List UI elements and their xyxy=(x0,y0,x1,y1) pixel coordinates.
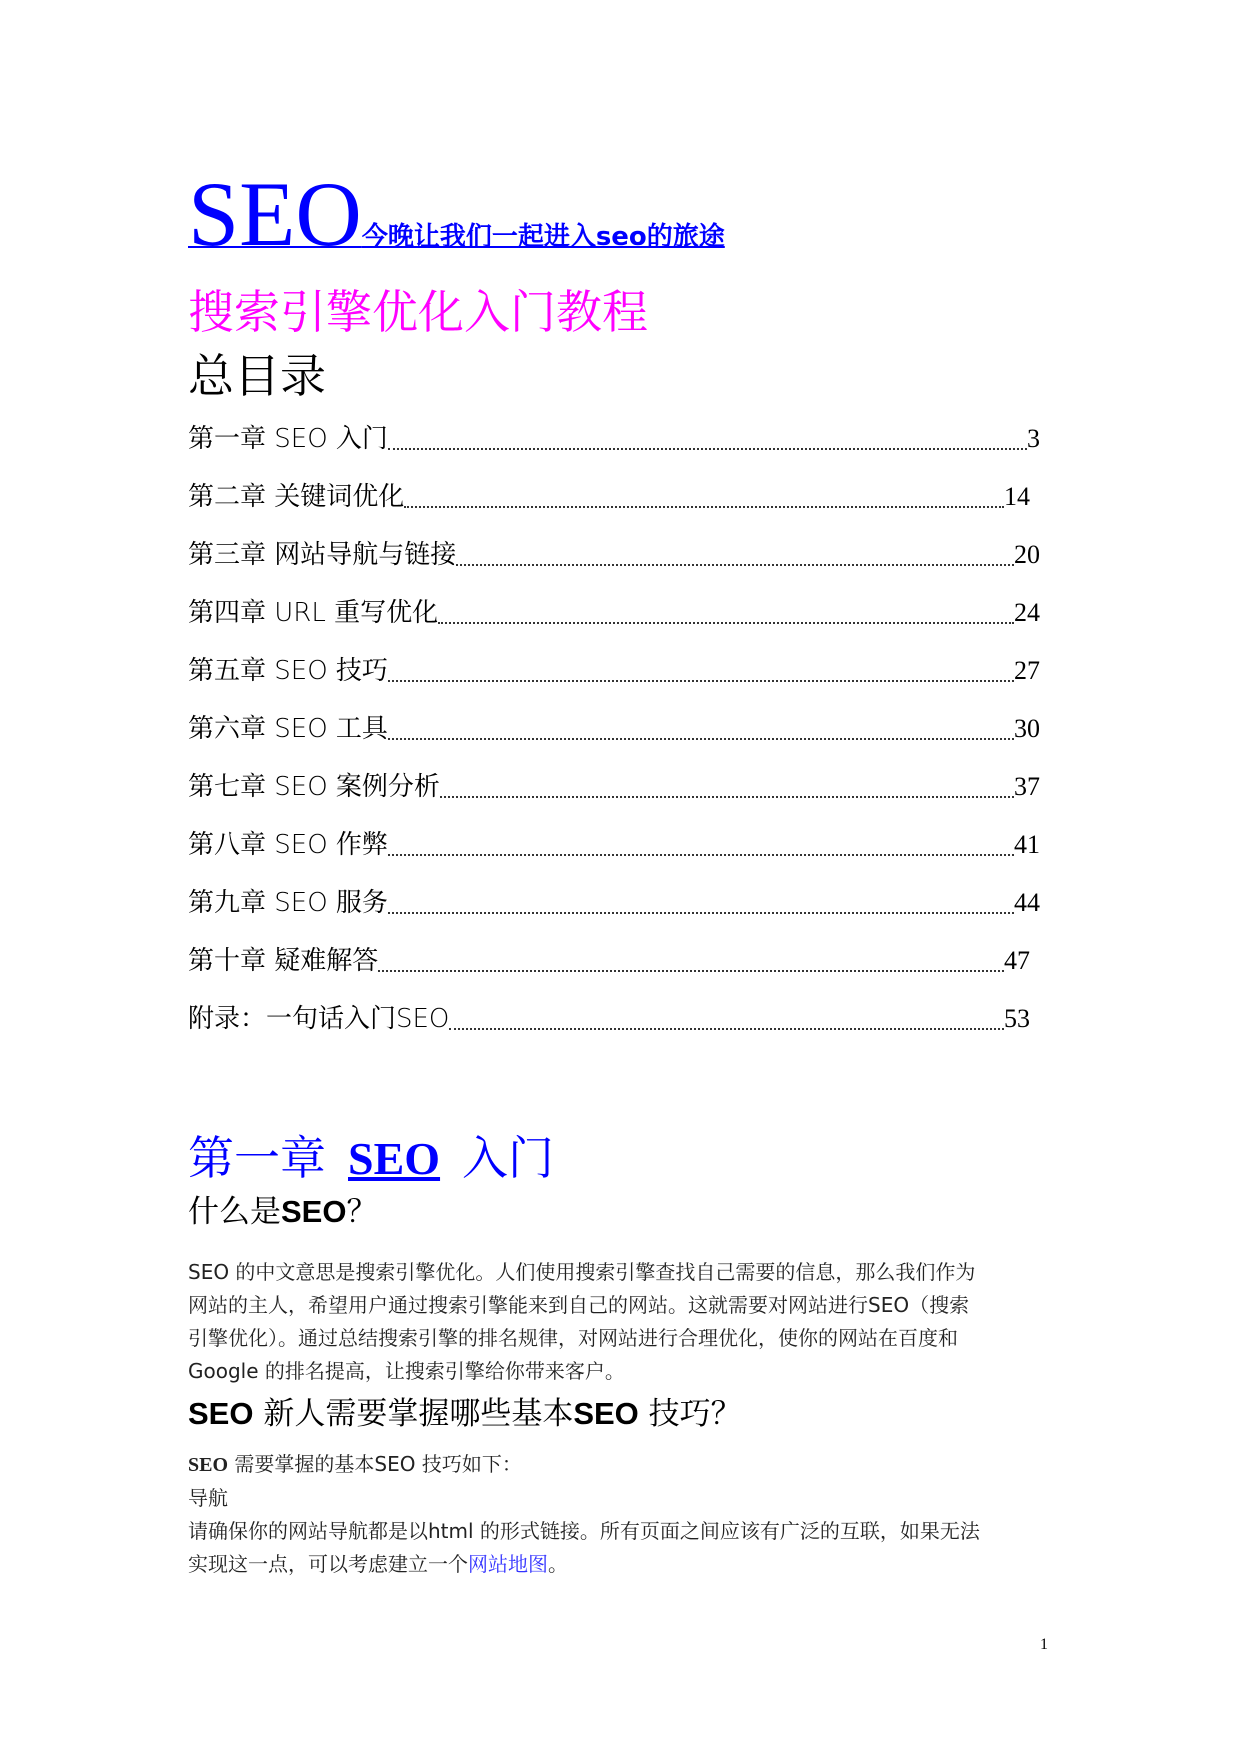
q1-post: ？ xyxy=(346,1194,378,1230)
skills-intro-rest: 需要掌握的基本SEO 技巧如下： xyxy=(228,1452,522,1476)
chapter-1-suffix: 入门 xyxy=(462,1131,555,1185)
toc-leader-dots xyxy=(388,737,1014,740)
p3-line2-post: 。 xyxy=(548,1552,568,1576)
toc-entry[interactable] xyxy=(188,764,1040,804)
toc-entry-page: 24 xyxy=(1014,598,1040,627)
title-seo-large: SEO xyxy=(188,163,362,265)
paragraph-line: SEO 的中文意思是搜索引擎优化。人们使用搜索引擎查找自己需要的信息，那么我们作为 xyxy=(188,1260,976,1284)
toc-entry-label: 第五章 SEO 技巧 xyxy=(188,656,388,686)
toc-entry-label: 第二章 关键词优化 xyxy=(188,482,405,512)
main-title[interactable] xyxy=(188,163,725,265)
toc-entry-page: 44 xyxy=(1014,888,1040,917)
chapter-1-title xyxy=(188,1128,554,1189)
toc-entry[interactable] xyxy=(188,938,1030,978)
toc-entry-label: 第八章 SEO 作弊 xyxy=(188,830,388,860)
toc-entry[interactable] xyxy=(188,416,1040,456)
toc-entry-page: 41 xyxy=(1014,830,1040,859)
toc-leader-dots xyxy=(388,911,1014,914)
toc-entry-page: 30 xyxy=(1014,714,1040,743)
paragraph-line: 请确保你的网站导航都是以html 的形式链接。所有页面之间应该有广泛的互联，如果无法 xyxy=(188,1519,980,1543)
title-tagline: 今晚让我们一起进入seo的旅途 xyxy=(361,222,725,252)
paragraph-skills xyxy=(188,1448,1048,1581)
q1-pre: 什么是 xyxy=(188,1194,281,1230)
toc-leader-dots xyxy=(388,853,1014,856)
toc-entry[interactable] xyxy=(188,822,1040,862)
q2-bold-1: SEO xyxy=(188,1396,254,1431)
toc-heading: 总目录 xyxy=(188,349,326,403)
chapter-1-prefix: 第一章 xyxy=(188,1131,326,1185)
toc-entry-page: 20 xyxy=(1014,540,1040,569)
toc-leader-dots xyxy=(440,795,1014,798)
toc-leader-dots xyxy=(438,621,1014,624)
page-number: 1 xyxy=(1040,1636,1048,1653)
toc-entry[interactable] xyxy=(188,532,1040,572)
toc-entry-label: 第一章 SEO 入门 xyxy=(188,424,388,454)
toc-entry[interactable] xyxy=(188,590,1040,630)
toc-entry-label: 第三章 网站导航与链接 xyxy=(188,540,457,570)
title-link[interactable] xyxy=(188,163,725,265)
toc-entry[interactable] xyxy=(188,706,1040,746)
paragraph-line: 引擎优化）。通过总结搜索引擎的排名规律，对网站进行合理优化，使你的网站在百度和 xyxy=(188,1326,958,1350)
toc-leader-dots xyxy=(388,447,1027,450)
toc-entry-page: 14 xyxy=(1004,482,1030,511)
question-basic-seo-skills xyxy=(188,1394,742,1434)
toc-entry-page: 47 xyxy=(1004,946,1030,975)
nav-label: 导航 xyxy=(188,1486,228,1510)
toc-leader-dots xyxy=(388,679,1014,682)
chapter-1-seo-link[interactable]: SEO xyxy=(348,1133,441,1184)
skills-intro xyxy=(188,1448,1048,1482)
question-what-is-seo xyxy=(188,1192,377,1232)
toc-entry-label: 第六章 SEO 工具 xyxy=(188,714,388,744)
toc-leader-dots xyxy=(404,505,1004,508)
toc-entry[interactable] xyxy=(188,648,1040,688)
paragraph-line: 网站的主人，希望用户通过搜索引擎能来到自己的网站。这就需要对网站进行SEO（搜索 xyxy=(188,1293,970,1317)
toc-leader-dots xyxy=(449,1027,1004,1030)
p3-line2-pre: 实现这一点，可以考虑建立一个 xyxy=(188,1552,468,1576)
q2-bold-2: SEO xyxy=(573,1396,639,1431)
toc-entry-page: 37 xyxy=(1014,772,1040,801)
toc-entry-page: 27 xyxy=(1014,656,1040,685)
q1-bold: SEO xyxy=(281,1194,347,1229)
toc-entry[interactable] xyxy=(188,880,1040,920)
toc-entry[interactable] xyxy=(188,474,1030,514)
skills-intro-bold: SEO xyxy=(188,1454,229,1476)
toc-leader-dots xyxy=(378,969,1004,972)
toc-entry-label: 附录：一句话入门SEO xyxy=(188,1004,450,1034)
toc-entry-label: 第七章 SEO 案例分析 xyxy=(188,772,440,802)
sitemap-link[interactable]: 网站地图 xyxy=(468,1552,548,1576)
paragraph-line-with-link xyxy=(188,1548,1048,1581)
toc-entry-label: 第十章 疑难解答 xyxy=(188,946,379,976)
paragraph-seo-definition xyxy=(188,1256,1048,1388)
toc-entry-page: 53 xyxy=(1004,1004,1030,1033)
toc-leader-dots xyxy=(456,563,1014,566)
q2-post: 技巧？ xyxy=(638,1396,742,1432)
toc-entry-label: 第四章 URL 重写优化 xyxy=(188,598,439,628)
paragraph-line: Google 的排名提高，让搜索引擎给你带来客户。 xyxy=(188,1359,625,1383)
q2-mid: 新人需要掌握哪些基本 xyxy=(253,1396,574,1432)
subtitle: 搜索引擎优化入门教程 xyxy=(188,285,648,339)
toc-entry[interactable] xyxy=(188,996,1030,1036)
toc-entry-page: 3 xyxy=(1027,424,1040,453)
toc-entry-label: 第九章 SEO 服务 xyxy=(188,888,388,918)
